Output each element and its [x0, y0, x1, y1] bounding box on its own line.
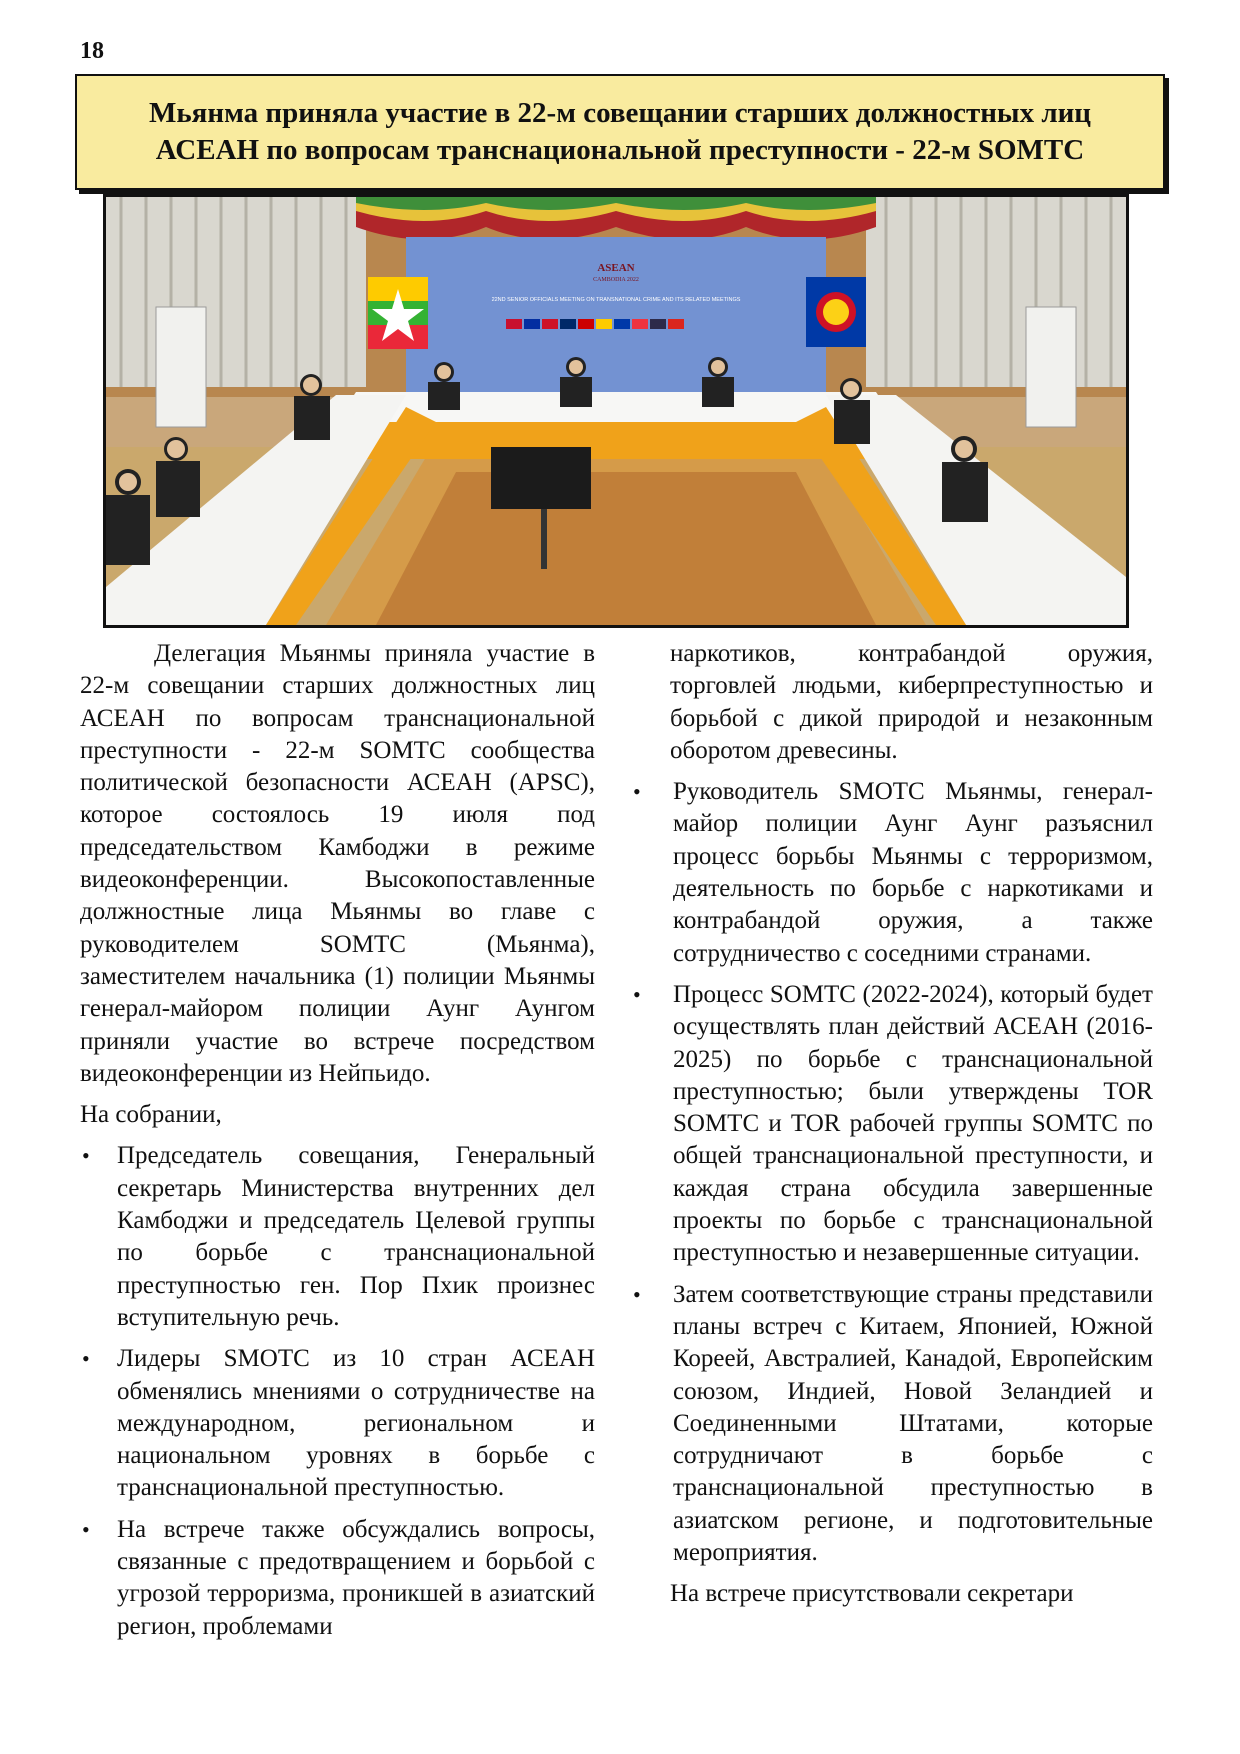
list-item: • Лидеры SMOTC из 10 стран АСЕАН обменялись мнениями о сотрудничестве на международном, региональном и национальном уровнях в борьбе с транснациональной преступностью.	[82, 1345, 595, 1502]
left-bullet-list	[80, 1140, 595, 1642]
list-item: • На встрече также обсуждались вопросы, связанные с предотвращением и борьбой с угрозой терроризма, проникшей в азиатский регион, проблемами	[82, 1515, 595, 1640]
bullet-icon: •	[82, 1346, 90, 1372]
headline: Мьянма приняла участие в 22-м совещании старших должностных лиц АСЕАН по вопросам транснациональной преступности - 22-м SOMTC	[148, 97, 1092, 166]
bullet-icon: •	[633, 1281, 641, 1307]
intro-paragraph: Делегация Мьянмы приняла участие в 22-м совещании старших должностных лиц АСЕАН по вопросам транснациональной преступности - 22-м SOMTC сообщества политической безопасности АСЕАН (APSC), которое состоялось 19 июля под председательством Камбоджи в режиме видеоконференции. Высокопоставленные должностные лица Мьянмы во главе с руководителем SOMTC (Мьянма), заместителем начальника (1) полиции Мьянмы генерал-майором полиции Аунг Аунгом приняли участие во встрече посредством видеоконференции из Нейпьидо.	[80, 640, 595, 1087]
headline-box	[75, 74, 1165, 190]
list-item: • Процесс SOMTC (2022-2024), который будет осуществлять план действий АСЕАН (2016-2025) по борьбе с транснациональной преступностью; были утверждены TOR SOMTC и TOR рабочей группы SOMTC по общей транснациональной преступности, и каждая страна обсудила завершенные проекты по борьбе с транснациональной преступностью и незавершенные ситуации.	[633, 980, 1153, 1267]
left-column	[80, 638, 595, 1643]
bullet-icon: •	[633, 981, 641, 1007]
right-column	[633, 638, 1153, 1611]
continuation-paragraph: наркотиков, контрабандой оружия, торговлей людьми, киберпреступностью и борьбой с дикой природой и незаконным оборотом древесины.	[670, 640, 1153, 764]
meeting-label: На собрании,	[80, 1101, 222, 1129]
bullet-icon: •	[633, 779, 641, 805]
meeting-photo-illustration	[106, 197, 1126, 625]
bullet-icon: •	[82, 1516, 90, 1542]
bullet-icon: •	[82, 1143, 90, 1169]
banner-meeting-text: 22ND SENIOR OFFICIALS MEETING ON TRANSNATIONAL CRIME AND ITS RELATED MEETINGS	[491, 297, 741, 303]
page-number: 18	[80, 38, 104, 64]
list-item: • Затем соответствующие страны представили планы встреч с Китаем, Японией, Южной Кореей, Австралией, Канадой, Европейским союзом, Индией, Новой Зеландией и Соединенными Штатами, которые сотрудничают в борьбе с транснациональной преступностью в азиатском регионе, и подготовительные мероприятия.	[633, 1280, 1153, 1567]
right-bullet-list	[633, 776, 1153, 1569]
list-item: • Председатель совещания, Генеральный секретарь Министерства внутренних дел Камбоджи и председатель Целевой группы по борьбе с транснациональной преступностью ген. Пор Пхик произнес вступительную речь.	[82, 1142, 595, 1331]
meeting-photo	[103, 194, 1129, 628]
banner-subtitle-text: CAMBODIA 2022	[593, 277, 639, 283]
banner-logo-text: ASEAN	[597, 262, 635, 274]
list-item: • Руководитель SMOTC Мьянмы, генерал-майор полиции Аунг Аунг разъяснил процесс борьбы Мьянмы с терроризмом, деятельность по борьбе с наркотиками и контрабандой оружия, а также сотрудничество с соседними странами.	[633, 778, 1153, 967]
closing-paragraph: На встрече присутствовали секретари	[670, 1580, 1074, 1608]
